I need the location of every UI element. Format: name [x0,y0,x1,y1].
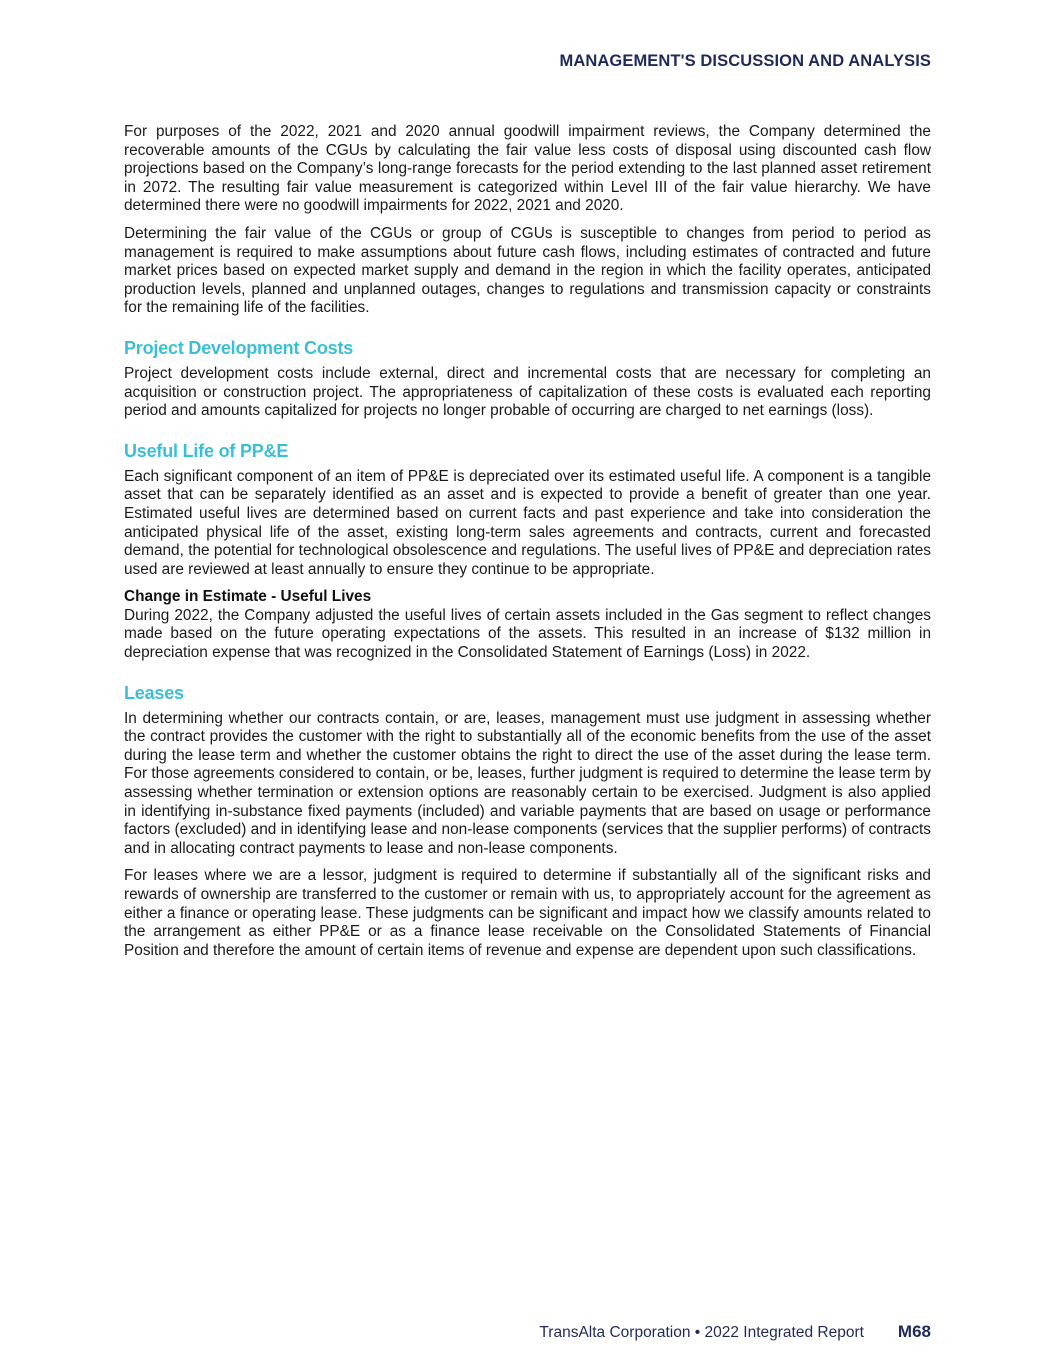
page-number: M68 [897,1322,931,1341]
page-header-title: MANAGEMENT'S DISCUSSION AND ANALYSIS [559,52,931,70]
paragraph-fair-value-cgus: Determining the fair value of the CGUs or group of CGUs is susceptible to changes from period to period as management is required to make assumptions about future cash flows, including estimates of contracted and future market prices based on expected market supply and demand in the region in which the facility operates, anticipated production levels, planned and unplanned outages, changes to regulations and transmission capacity or constraints for the remaining life of the facilities. [124,224,931,317]
paragraph-change-in-estimate: During 2022, the Company adjusted the useful lives of certain assets included in the Gas segment to reflect changes made based on the future operating expectations of the assets. This resulted in an increase of $132 million in depreciation expense that was recognized in the Consolidated Statement of Earnings (Loss) in 2022. [124,606,931,662]
page-footer [539,1322,931,1342]
heading-project-development-costs: Project Development Costs [124,337,354,358]
paragraph-leases-lessor: For leases where we are a lessor, judgment is required to determine if substantially all of the significant risks and rewards of ownership are transferred to the customer or remain with us, to appropriately account for the agreement as either a finance or operating lease. These judgments can be significant and impact how we classify amounts related to the arrangement as either PP&E or as a finance lease receivable on the Consolidated Statements of Financial Position and therefore the amount of certain items of revenue and expense are dependent upon such classifications. [124,867,931,959]
heading-leases: Leases [124,682,184,703]
subheading-change-in-estimate: Change in Estimate - Useful Lives [124,588,372,606]
paragraph-goodwill-reviews: For purposes of the 2022, 2021 and 2020 annual goodwill impairment reviews, the Company determined the recoverable amounts of the CGUs by calculating the fair value less costs of disposal using discounted cash flow projections based on the Company’s long-range forecasts for the period extending to the last planned asset retirement in 2072. The resulting fair value measurement is categorized within Level III of the fair value hierarchy. We have determined there were no goodwill impairments for 2022, 2021 and 2020. [124,123,931,215]
heading-useful-life: Useful Life of PP&E [124,440,289,461]
paragraph-project-development: Project development costs include external, direct and incremental costs that are necessary for completing an acquisition or construction project. The appropriateness of capitalization of these costs is evaluated each reporting period and amounts capitalized for projects no longer probable of occurring are charged to net earnings (loss). [124,364,931,420]
paragraph-useful-life: Each significant component of an item of PP&E is depreciated over its estimated useful life. A component is a tangible asset that can be separately identified as an asset and is expected to provide a benefit of greater than one year. Estimated useful lives are determined based on current facts and past experience and take into consideration the anticipated physical life of the asset, existing long-term sales agreements and contracts, current and forecasted demand, the potential for technological obsolescence and regulations. The useful lives of PP&E and depreciation rates used are reviewed at least annually to ensure they continue to be appropriate. [124,467,931,578]
paragraph-leases-judgment: In determining whether our contracts contain, or are, leases, management must use judgment in assessing whether the contract provides the customer with the right to substantially all of the economic benefits from the use of the asset during the lease term and whether the customer obtains the right to direct the use of the asset during the lease term. For those agreements considered to contain, or be, leases, further judgment is required to determine the lease term by assessing whether termination or extension options are reasonably certain to be exercised. Judgment is also applied in identifying in-substance fixed payments (included) and variable payments that are based on usage or performance factors (excluded) and in identifying lease and non-lease components (services that the supplier performs) of contracts and in allocating contract payments to lease and non-lease components. [124,709,931,857]
document-body [124,123,931,969]
footer-report-title: TransAlta Corporation • 2022 Integrated Report [539,1324,864,1341]
